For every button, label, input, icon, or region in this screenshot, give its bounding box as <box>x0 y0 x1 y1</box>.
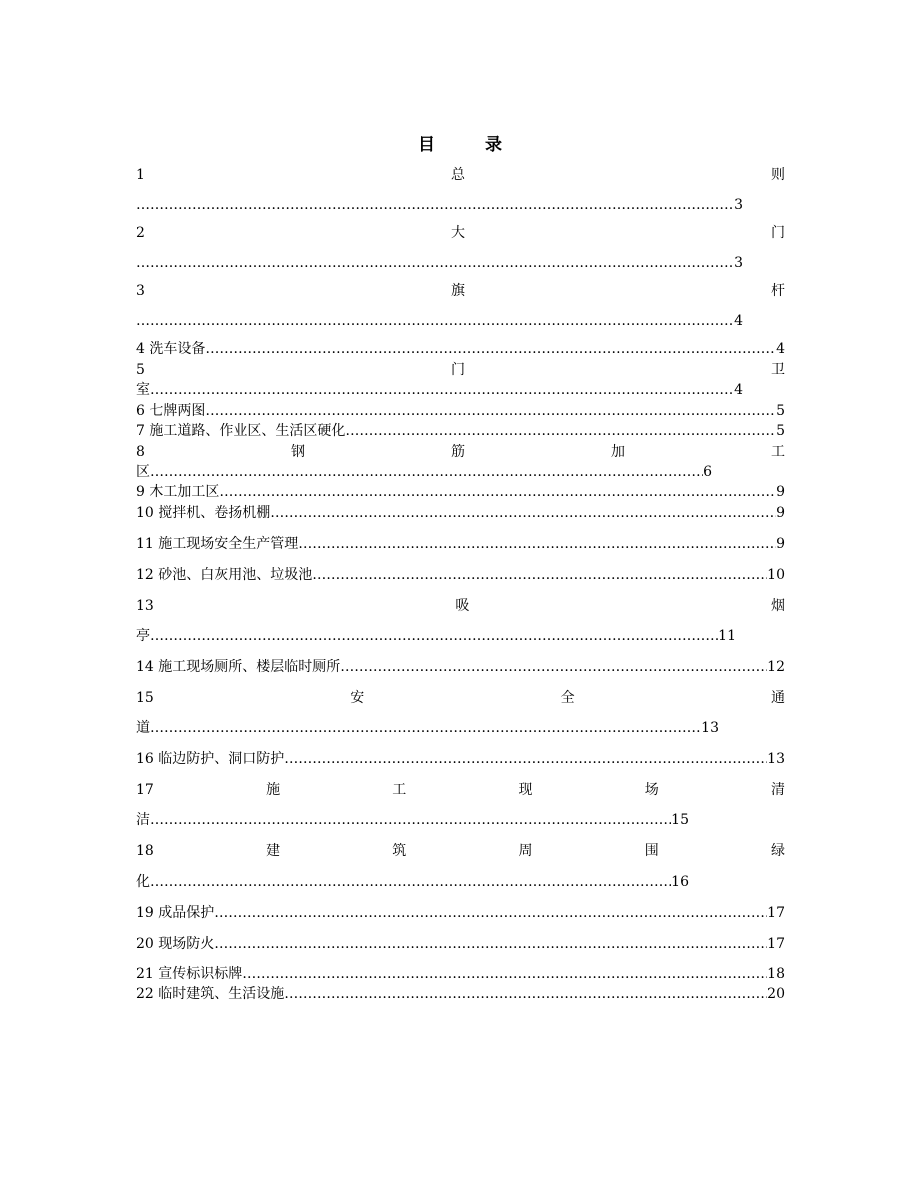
leader-dots <box>340 657 767 677</box>
page-number: 20 <box>767 986 785 1002</box>
entry-number: 3 <box>136 283 145 299</box>
entry-label: 21 宣传标识标牌 <box>136 966 243 982</box>
entry-word: 安 <box>350 690 365 706</box>
page-number: 17 <box>767 936 785 952</box>
toc-entry-heading <box>136 223 785 243</box>
leader-dots <box>345 421 776 441</box>
entry-word: 现 <box>518 782 533 798</box>
page-number: 5 <box>776 423 785 439</box>
entry-tail: 室 <box>136 382 150 398</box>
page-number: 3 <box>734 197 743 213</box>
toc-entry[interactable] <box>136 421 785 441</box>
entry-word: 工 <box>392 782 407 798</box>
leader-dots <box>150 872 671 892</box>
page-number: 9 <box>776 536 785 552</box>
entry-label: 19 成品保护 <box>136 905 215 921</box>
toc-entry[interactable] <box>136 964 785 984</box>
toc-entry-dots[interactable] <box>136 253 743 273</box>
toc-entry[interactable] <box>136 534 785 554</box>
toc-entry[interactable] <box>136 482 785 502</box>
entry-word: 钢 <box>290 444 305 460</box>
entry-number: 2 <box>136 225 145 241</box>
entry-label: 22 临时建筑、生活设施 <box>136 986 285 1002</box>
entry-label: 10 搅拌机、卷扬机棚 <box>136 505 271 521</box>
entry-word: 场 <box>644 782 659 798</box>
leader-dots <box>214 934 767 954</box>
page-number: 5 <box>776 403 785 419</box>
entry-word: 通 <box>771 690 785 706</box>
entry-word: 门 <box>770 225 785 241</box>
toc-entry[interactable] <box>136 984 785 1004</box>
page-number: 17 <box>767 905 785 921</box>
leader-dots <box>242 964 767 984</box>
entry-word: 门 <box>450 362 465 378</box>
entry-word: 绿 <box>771 843 785 859</box>
toc-entry-heading <box>136 165 785 185</box>
page-number: 10 <box>767 567 785 583</box>
page-number: 6 <box>703 464 712 480</box>
toc-entry-heading <box>136 281 785 301</box>
toc-entry-dots[interactable] <box>136 462 712 482</box>
toc-entry[interactable] <box>136 339 785 359</box>
page-number: 4 <box>776 341 785 357</box>
toc-entry[interactable] <box>136 903 785 923</box>
page-number: 18 <box>767 966 785 982</box>
leader-dots <box>136 253 734 273</box>
page-number: 3 <box>734 255 743 271</box>
toc-entry[interactable] <box>136 503 785 523</box>
entry-number: 18 <box>136 843 154 859</box>
toc-entry-dots[interactable] <box>136 195 743 215</box>
leader-dots <box>284 984 767 1004</box>
entry-tail: 亭 <box>136 628 150 644</box>
entry-tail: 道 <box>136 720 150 736</box>
page-number: 9 <box>776 484 785 500</box>
toc-entry-heading <box>136 596 785 616</box>
toc-entry-heading <box>136 780 785 800</box>
toc-entry[interactable] <box>136 934 785 954</box>
leader-dots <box>136 195 734 215</box>
leader-dots <box>284 749 767 769</box>
leader-dots <box>150 380 734 400</box>
entry-number: 1 <box>136 167 145 183</box>
entry-word: 围 <box>644 843 659 859</box>
entry-word: 大 <box>450 225 465 241</box>
entry-number: 13 <box>136 598 154 614</box>
leader-dots <box>150 462 703 482</box>
page-number: 4 <box>734 382 743 398</box>
entry-word: 清 <box>771 782 785 798</box>
toc-entry-heading <box>136 442 785 462</box>
entry-number: 8 <box>136 444 145 460</box>
page-number: 13 <box>701 720 719 736</box>
page-number: 15 <box>671 812 689 828</box>
page-number: 12 <box>767 659 785 675</box>
entry-number: 15 <box>136 690 154 706</box>
page-number: 9 <box>776 505 785 521</box>
page-number: 16 <box>671 874 689 890</box>
entry-tail: 洁 <box>136 812 150 828</box>
toc-entry-dots[interactable] <box>136 380 743 400</box>
entry-word: 杆 <box>770 283 785 299</box>
page-number: 13 <box>767 751 785 767</box>
entry-word: 旗 <box>450 283 465 299</box>
entry-word: 筑 <box>392 843 407 859</box>
entry-word: 建 <box>266 843 281 859</box>
leader-dots <box>150 810 671 830</box>
toc-entry-dots[interactable] <box>136 718 719 738</box>
toc-entry-dots[interactable] <box>136 311 743 331</box>
toc-entry-heading <box>136 841 785 861</box>
entry-word: 全 <box>560 690 575 706</box>
toc-entry-dots[interactable] <box>136 872 689 892</box>
entry-label: 20 现场防火 <box>136 936 215 952</box>
entry-word: 筋 <box>450 444 465 460</box>
entry-number: 5 <box>136 362 145 378</box>
leader-dots <box>136 311 734 331</box>
entry-word: 工 <box>770 444 785 460</box>
entry-label: 14 施工现场厕所、楼层临时厕所 <box>136 659 341 675</box>
entry-label: 7 施工道路、作业区、生活区硬化 <box>136 423 346 439</box>
entry-word: 加 <box>610 444 625 460</box>
entry-label: 9 木工加工区 <box>136 484 220 500</box>
toc-entry[interactable] <box>136 401 785 421</box>
toc-entry[interactable] <box>136 565 785 585</box>
page-number: 4 <box>734 313 743 329</box>
leader-dots <box>214 903 767 923</box>
entry-word: 施 <box>266 782 281 798</box>
leader-dots <box>270 503 776 523</box>
entry-label: 16 临边防护、洞口防护 <box>136 751 285 767</box>
entry-number: 17 <box>136 782 154 798</box>
entry-label: 11 施工现场安全生产管理 <box>136 536 299 552</box>
entry-label: 4 洗车设备 <box>136 341 206 357</box>
leader-dots <box>205 339 776 359</box>
entry-word: 周 <box>518 843 533 859</box>
toc-entry[interactable] <box>136 749 785 769</box>
entry-label: 6 七牌两图 <box>136 403 206 419</box>
entry-word: 则 <box>770 167 785 183</box>
entry-word: 烟 <box>770 598 785 614</box>
entry-label: 12 砂池、白灰用池、垃圾池 <box>136 567 313 583</box>
leader-dots <box>298 534 776 554</box>
entry-tail: 化 <box>136 874 150 890</box>
leader-dots <box>205 401 776 421</box>
page-title: 目 录 <box>418 135 524 155</box>
leader-dots <box>312 565 767 585</box>
toc-entry-dots[interactable] <box>136 810 689 830</box>
toc-entry-heading <box>136 360 785 380</box>
leader-dots <box>150 718 701 738</box>
leader-dots <box>219 482 776 502</box>
page-number: 11 <box>718 628 736 644</box>
toc-entry-dots[interactable] <box>136 626 736 646</box>
entry-word: 总 <box>450 167 465 183</box>
entry-tail: 区 <box>136 464 150 480</box>
toc-entry[interactable] <box>136 657 785 677</box>
entry-word: 吸 <box>455 598 470 614</box>
leader-dots <box>150 626 718 646</box>
toc-entry-heading <box>136 688 785 708</box>
entry-word: 卫 <box>770 362 785 378</box>
